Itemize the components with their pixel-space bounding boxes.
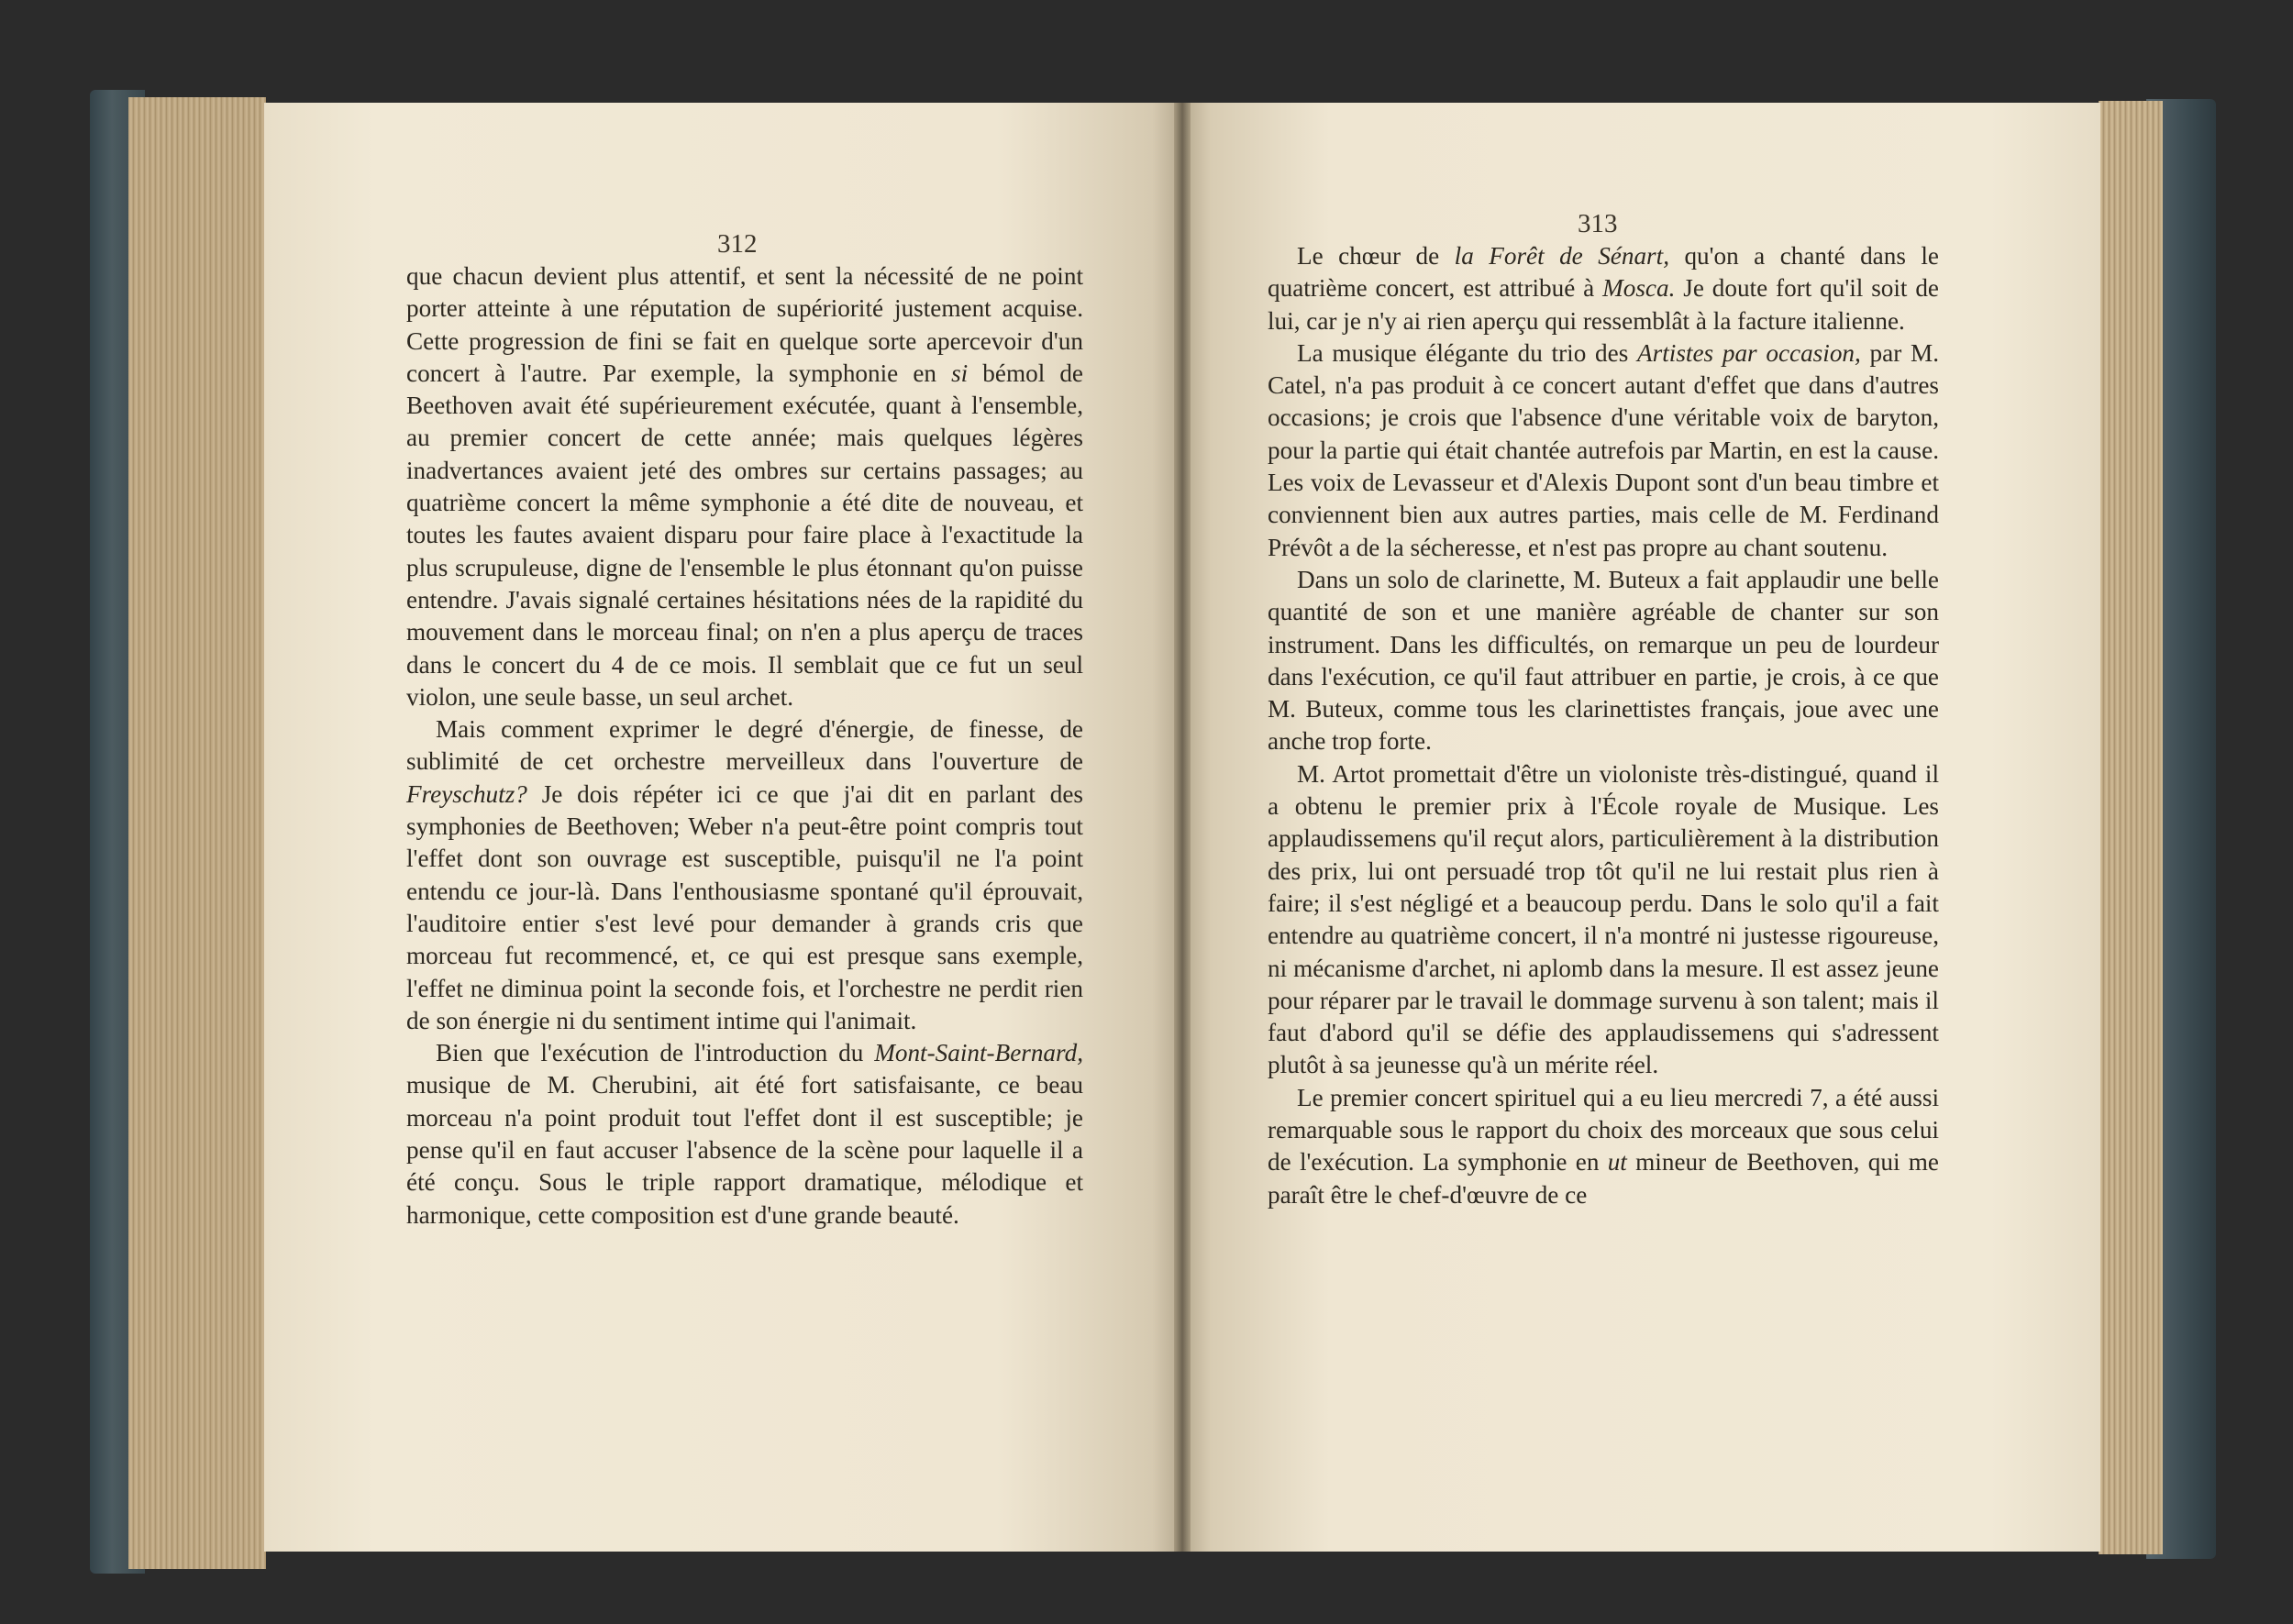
paragraph [406,260,1083,713]
text-run: Mais comment exprimer le degré d'énergie, de finesse, de sublimité de cet orchestre merveilleux dans l'ouverture de [406,715,1083,776]
text-run: musique de M. Cherubini, ait été fort satisfaisante, ce beau morceau n'a point produit tout l'effet dont il est susceptible; je pense qu'il en faut accuser l'absence de la scène pour laquelle il a été conçu. Sous le triple rapport dramatique, mélodique et harmonique, cette composition est d'une grande beauté. [406,1071,1083,1229]
text-run: que chacun devient plus attentif, et sent la nécessité de ne point porter atteinte à une réputation de supériorité justement acquise. Cette progression de fini se fait en quelque sorte apercevoir d'un concert à l'autre. Par exemple, la symphonie en [406,262,1083,387]
paragraph [406,713,1083,1037]
italic-text: Mosca. [1602,274,1676,303]
book-gutter [1174,103,1191,1552]
italic-text: Artistes par occasion, [1637,338,1861,367]
page-edges-right [2099,101,2163,1554]
italic-text: Freyschutz? [406,779,527,808]
text-run: par M. Catel, n'a pas produit à ce concert autant d'effet que dans d'autres occasions; je crois que l'absence d'une véritable voix de baryton, pour la partie qui était chantée autrefois par Martin, en est la cause. Les voix de Levasseur et d'Alexis Dupont sont d'un beau timbre et conviennent bien aux autres parties, mais celle de M. Ferdinand Prévôt a de la sécheresse, et n'est pas propre au chant soutenu. [1268,338,1939,561]
text-run: Le premier concert spirituel qui a eu lieu mercredi 7, a été aussi remarquable sous le rapport du choix des morceaux que sous celui de l'exécution. La symphonie en [1268,1083,1939,1177]
italic-text: la Forêt de Sénart, [1454,242,1669,270]
text-run: Je dois répéter ici ce que j'ai dit en parlant des symphonies de Beethoven; Weber n'a peut-être point compris tout l'effet dont son ouvrage est susceptible, puisqu'il ne l'a point entendu ce jour-là. Dans l'enthousiasme spontané qu'il éprouvait, l'auditoire entier s'est levé pour demander à grands cris que morceau fut recommencé, et, ce qui est presque sans exemple, l'effet ne diminua point la seconde fois, et l'orchestre ne perdit rien de son énergie ni du sentiment intime qui l'animait. [406,779,1083,1034]
text-run: qu'on a chanté dans le quatrième concert, est attribué à [1268,242,1939,303]
text-run: Je doute fort qu'il soit de lui, car je n'y ai rien aperçu qui ressemblât à la facture italienne. [1268,274,1939,335]
text-run: Dans un solo de clarinette, M. Buteux a fait applaudir une belle quantité de son et une manière agréable de chanter sur son instrument. Dans les difficultés, on remarque un peu de lourdeur dans l'exécution, ce qu'il faut attribuer en partie, je crois, à ce que M. Buteux, comme tous les clarinettistes français, joue avec une anche trop forte. [1268,565,1939,756]
text-run: mineur de Beethoven, qui me paraît être le chef-d'œuvre de ce [1268,1148,1939,1209]
paragraph [1268,758,1939,1082]
left-page-text [406,260,1083,1232]
text-run: Le chœur de [1297,242,1455,270]
right-page-number: 313 [1578,209,1618,238]
text-run: bémol de Beethoven avait été supérieurement exécutée, quant à l'ensemble, au premier concert de cette année; mais quelques légères inadvertances avaient jeté des ombres sur certains passages; au quatrième concert la même symphonie a été dite de nouveau, et toutes les fautes avaient disparu pour faire place à l'exactitude la plus scrupuleuse, digne de l'ensemble le plus étonnant qu'on puisse entendre. J'avais signalé certaines hésitations nées de la rapidité du mouvement dans le morceau final; on n'en a plus aperçu de traces dans le concert du 4 de ce mois. Il semblait que ce fut un seul violon, une seule basse, un seul archet. [406,359,1083,711]
italic-text: Mont-Saint-Bernard, [874,1039,1083,1067]
italic-text: si [951,359,969,387]
italic-text: ut [1607,1148,1627,1177]
paragraph [1268,564,1939,758]
right-page-text [1268,240,1939,1211]
paragraph [1268,337,1939,564]
text-run: Bien que l'exécution de l'introduction du [436,1039,875,1067]
paragraph [1268,1082,1939,1211]
left-page-number: 312 [717,229,758,259]
text-run: La musique élégante du trio des [1297,338,1638,367]
paragraph [406,1037,1083,1232]
text-run: M. Artot promettait d'être un violoniste très-distingué, quand il a obtenu le premier prix à l'École royale de Musique. Les applaudissemens qu'il reçut alors, particulièrement à la distribution des prix, lui ont persuadé trop tôt qu'il ne lui restait plus rien à faire; il s'est négligé et a beaucoup perdu. Dans le solo qu'il a fait entendre au quatrième concert, il n'a montré ni justesse rigoureuse, ni mécanisme d'archet, ni aplomb dans la mesure. Il est assez jeune pour réparer par le travail le dommage survenu à son talent; mais il faut d'abord qu'il se défie des applaudissemens qui s'adressent plutôt à sa jeunesse qu'à un mérite réel. [1268,759,1939,1079]
page-edges-left [128,97,266,1569]
paragraph [1268,240,1939,337]
